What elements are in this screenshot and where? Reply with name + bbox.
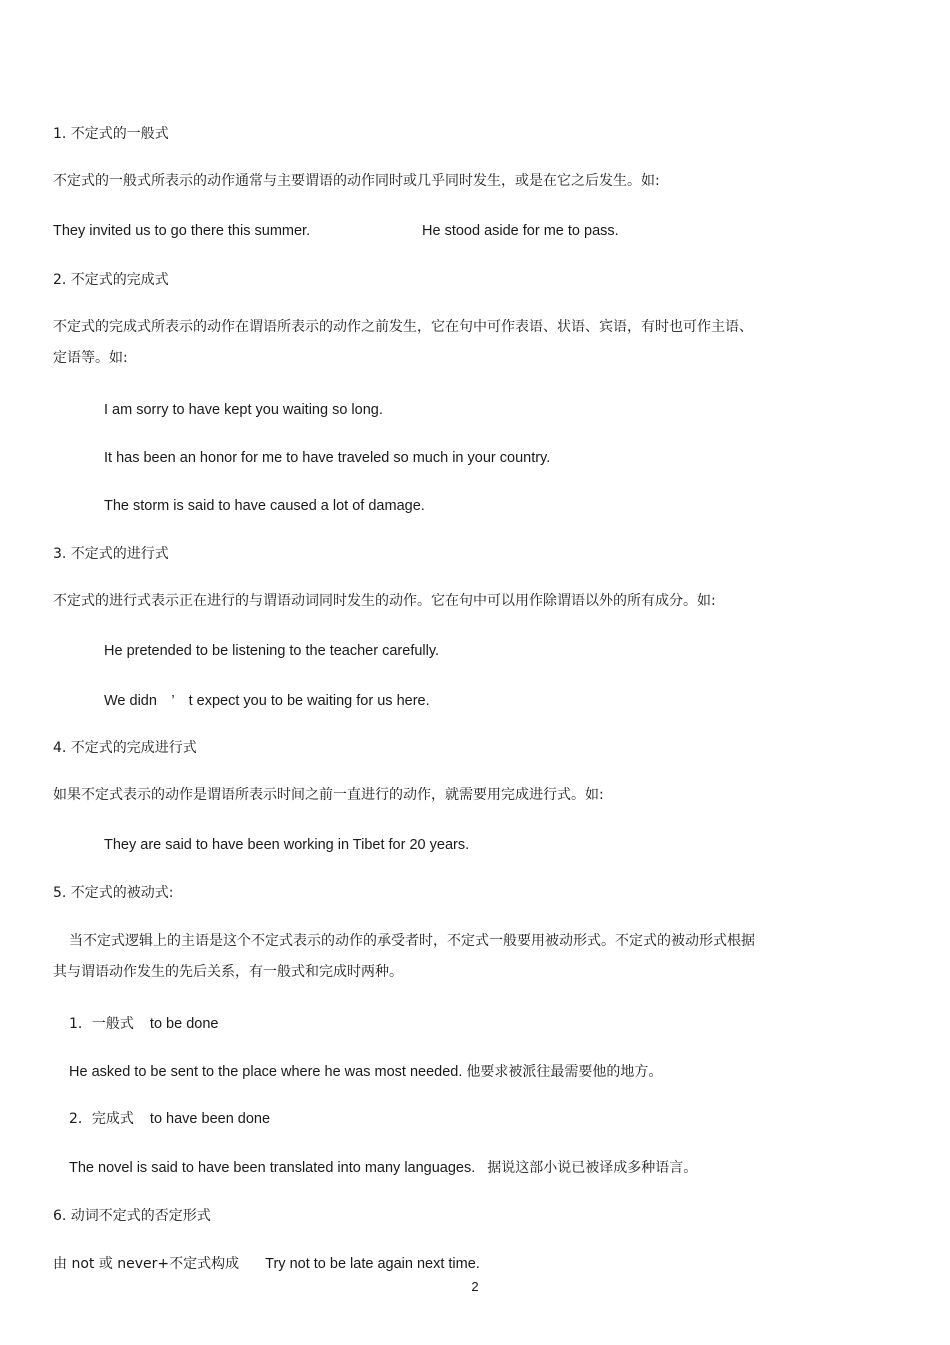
section-5-description-line-2: 其与谓语动作发生的先后关系，有一般式和完成时两种。: [53, 964, 403, 980]
section-5-description-line-1: 当不定式逻辑上的主语是这个不定式表示的动作的承受者时，不定式一般要用被动形式。不定式的被动形式根据: [69, 933, 755, 949]
section-4-heading: 4. 不定式的完成进行式: [53, 740, 197, 756]
subsection-2-example: The novel is said to have been translated into many languages.: [69, 1160, 476, 1176]
section-1-example-2: He stood aside for me to pass.: [422, 223, 619, 239]
section-4-description: 如果不定式表示的动作是谓语所表示时间之前一直进行的动作，就需要用完成进行式。如:: [53, 787, 604, 803]
subsection-1-example: He asked to be sent to the place where he was most needed.: [69, 1064, 463, 1080]
section-6-heading: 6. 动词不定式的否定形式: [53, 1208, 211, 1224]
section-6-description: 由 not 或 never+不定式构成: [53, 1256, 240, 1272]
section-2-example-1: I am sorry to have kept you waiting so long.: [104, 402, 383, 418]
subsection-1-example-row: [69, 1062, 662, 1082]
subsection-2-form: to have been done: [149, 1111, 271, 1127]
section-2-heading: 2. 不定式的完成式: [53, 272, 169, 288]
section-2-description-line-1: 不定式的完成式所表示的动作在谓语所表示的动作之前发生，它在句中可作表语、状语、宾语，有时也可作主语、: [53, 319, 753, 335]
page-number: 2: [471, 1279, 479, 1294]
section-4-example-1: They are said to have been working in Tibet for 20 years.: [104, 837, 470, 853]
subsection-1-label: 1．一般式: [69, 1016, 134, 1032]
subsection-2-translation: 据说这部小说已被译成多种语言。: [487, 1160, 698, 1176]
subsection-2-example-row: [69, 1158, 697, 1178]
section-2-example-2: It has been an honor for me to have traveled so much in your country.: [104, 450, 551, 466]
subsection-2-label: 2．完成式: [69, 1111, 134, 1127]
section-2-example-3: The storm is said to have caused a lot of damage.: [104, 498, 425, 514]
section-3-example-2: We didn ’ t expect you to be waiting for us here.: [104, 693, 430, 709]
section-1-example-1: They invited us to go there this summer.: [53, 223, 311, 239]
subsection-2-row: [69, 1109, 270, 1129]
subsection-1-translation: 他要求被派往最需要他的地方。: [466, 1064, 663, 1080]
section-1-description: 不定式的一般式所表示的动作通常与主要谓语的动作同时或几乎同时发生，或是在它之后发生。如:: [53, 173, 660, 189]
subsection-1-form: to be done: [149, 1016, 219, 1032]
section-6-example: Try not to be late again next time.: [265, 1256, 480, 1272]
section-2-description-line-2: 定语等。如:: [53, 350, 128, 366]
section-3-heading: 3. 不定式的进行式: [53, 546, 169, 562]
section-3-description: 不定式的进行式表示正在进行的与谓语动词同时发生的动作。它在句中可以用作除谓语以外的所有成分。如:: [53, 593, 716, 609]
section-3-example-1: He pretended to be listening to the teacher carefully.: [104, 643, 440, 659]
subsection-1-row: [69, 1014, 218, 1034]
section-5-heading: 5. 不定式的被动式:: [53, 885, 174, 901]
section-1-heading: 1. 不定式的一般式: [53, 126, 169, 142]
section-6-row: [53, 1254, 480, 1274]
